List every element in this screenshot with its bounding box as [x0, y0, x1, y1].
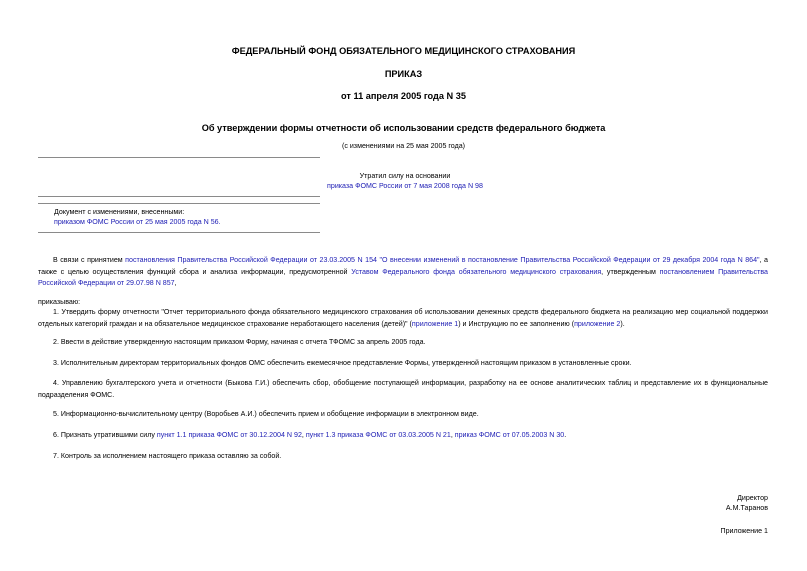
divider	[38, 203, 320, 204]
item-6: 6. Признать утратившими силу пункт 1.1 приказа ФОМС от 30.12.2004 N 92, пункт 1.3 приказа ФОМС от 03.03.2005 N 21, приказ ФОМС от 07.05.2003 N 30.	[53, 431, 567, 439]
signatory-name: А.М.Таранов	[725, 504, 768, 512]
decree-857-link[interactable]: постановлением Правительства Российской Федерации от 29.07.98 N 857	[38, 267, 768, 287]
order-92-link[interactable]: пункт 1.1 приказа ФОМС от 30.12.2004 N 92	[156, 431, 302, 439]
item-1: 1. Утвердить форму отчетности "Отчет территориального фонда обязательного медицинского страхования об использовании денежных средств федерального бюджета на реализацию мер социальной поддержки отдельных категорий граждан и на обязательное медицинское страхование неработающего населения (детей)" (приложение 1) и Инструкцию по ее заполнению (приложение 2).	[38, 308, 768, 328]
appendix-2-link[interactable]: приложение 2	[574, 319, 621, 328]
signatory-title: Директор	[737, 494, 768, 502]
item-7: 7. Контроль за исполнением настоящего приказа оставляю за собой.	[53, 452, 282, 460]
document-subject: Об утверждении формы отчетности об использовании средств федерального бюджета	[201, 123, 606, 133]
divider	[38, 157, 320, 158]
repeal-link[interactable]: приказа ФОМС России от 7 мая 2008 года N 98	[327, 182, 483, 190]
decree-154-link[interactable]: постановления Правительства Российской Федерации от 23.03.2005 N 154 "О внесении изменений в постановление Правительства Российской Федерации от 29 декабря 2004 года N 864"	[125, 256, 760, 264]
order-30-link[interactable]: приказ ФОМС от 07.05.2003 N 30	[454, 431, 565, 439]
order-word: приказываю:	[38, 298, 81, 306]
charter-link[interactable]: Уставом Федерального фонда обязательного медицинского страхования	[351, 267, 602, 276]
item-4: 4. Управлению бухгалтерского учета и отчетности (Быкова Г.И.) обеспечить сбор, обобщение поступающей информации, разработку на ее основе аналитических таблиц и представление их в функциональные подразделения ФОМС.	[38, 379, 768, 399]
document-date: от 11 апреля 2005 года N 35	[341, 91, 466, 101]
changes-note: Документ с изменениями, внесенными:	[54, 208, 185, 216]
changes-link[interactable]: приказом ФОМС России от 25 мая 2005 года N 56.	[54, 218, 221, 226]
divider	[38, 232, 320, 233]
item-2: 2. Ввести в действие утвержденную настоящим приказом Форму, начиная с отчета ТФОМС за апрель 2005 года.	[53, 338, 426, 346]
repeal-note: Утратил силу на основании	[359, 172, 451, 180]
organization-title: ФЕДЕРАЛЬНЫЙ ФОНД ОБЯЗАТЕЛЬНОГО МЕДИЦИНСКОГО СТРАХОВАНИЯ	[231, 46, 576, 56]
appendix-1-link[interactable]: приложение 1	[411, 319, 459, 328]
amendments-note: (с изменениями на 25 мая 2005 года)	[341, 142, 466, 150]
item-5: 5. Информационно-вычислительному центру (Воробьев А.И.) обеспечить прием и обобщение информации в электронном виде.	[53, 410, 479, 418]
preamble: В связи с принятием постановления Правительства Российской Федерации от 23.03.2005 N 154 "О внесении изменений в постановление Правительства Российской Федерации от 29 декабря 2004 года N 864", а также с целью осуществления функций сбора и анализа информации, предусмотренной Уставом Федерального фонда обязательного медицинского страхования, утвержденным постановлением Правительства Российской Федерации от 29.07.98 N 857,	[38, 256, 769, 287]
item-3: 3. Исполнительным директорам территориальных фондов ОМС обеспечить ежемесячное представление Формы, утвержденной настоящим приказом в установленные сроки.	[53, 359, 632, 367]
order-21-link[interactable]: пункт 1.3 приказа ФОМС от 03.03.2005 N 21	[305, 431, 451, 439]
appendix-label: Приложение 1	[720, 527, 768, 535]
divider	[38, 196, 320, 197]
document-type: ПРИКАЗ	[384, 69, 423, 79]
